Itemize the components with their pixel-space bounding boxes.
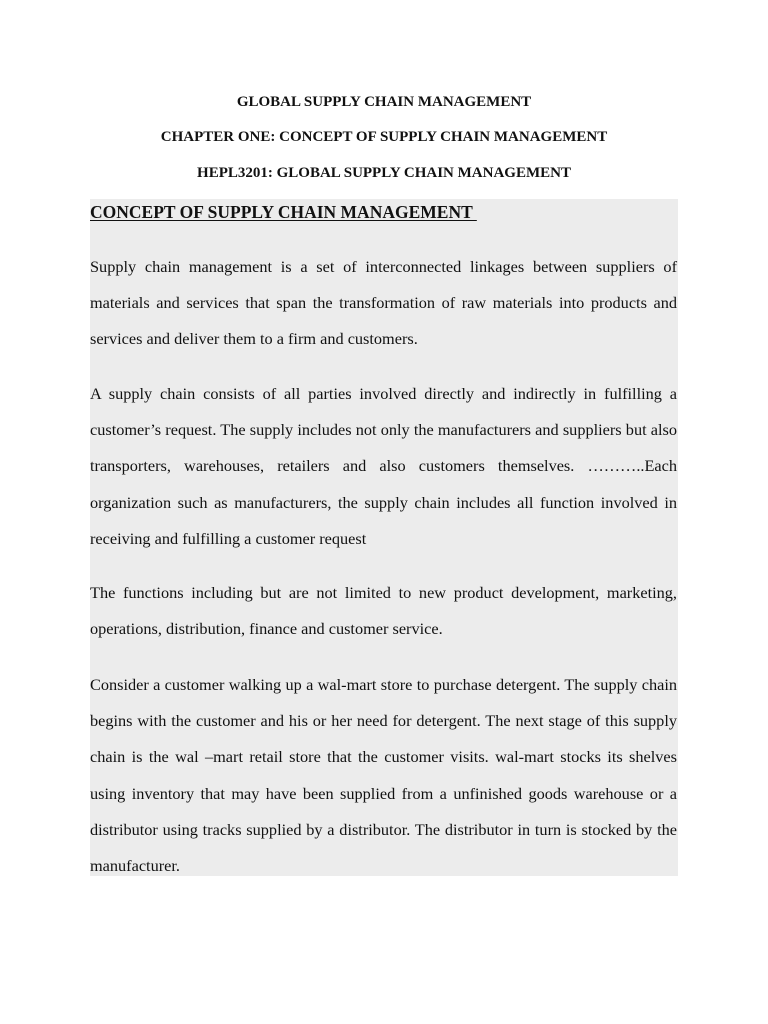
paragraph-walmart-example: Consider a customer walking up a wal-mart store to purchase detergent. The supply chain begins with the customer and his or her need for detergent. The next stage of this supply chain is the wal –mart retail store that the customer visits. wal-mart stocks its shelves using inventory that may have been supplied from a unfinished goods warehouse or a distributor using tracks supplied by a distributor. The distributor in turn is stocked by the manufacturer.: [90, 675, 677, 876]
chapter-title: CHAPTER ONE: CONCEPT OF SUPPLY CHAIN MANAGEMENT: [160, 129, 608, 145]
paragraph-definition: Supply chain management is a set of interconnected linkages between suppliers of materials and services that span the transformation of raw materials into products and services and deliver them to a firm and customers.: [90, 257, 677, 349]
course-code-title: HEPL3201: GLOBAL SUPPLY CHAIN MANAGEMENT: [197, 165, 571, 181]
course-title: GLOBAL SUPPLY CHAIN MANAGEMENT: [236, 94, 532, 110]
paragraph-functions: The functions including but are not limited to new product development, marketing, operations, distribution, finance and customer service.: [90, 583, 677, 639]
section-heading: CONCEPT OF SUPPLY CHAIN MANAGEMENT: [90, 202, 477, 222]
paragraph-supply-chain-parties: A supply chain consists of all parties involved directly and indirectly in fulfilling a customer’s request. The supply includes not only the manufacturers and suppliers but also transporters, warehouses, retailers and also customers themselves. ………..Each organization such as manufacturers, the supply chain includes all function involved in receiving and fulfilling a customer request: [90, 384, 677, 548]
